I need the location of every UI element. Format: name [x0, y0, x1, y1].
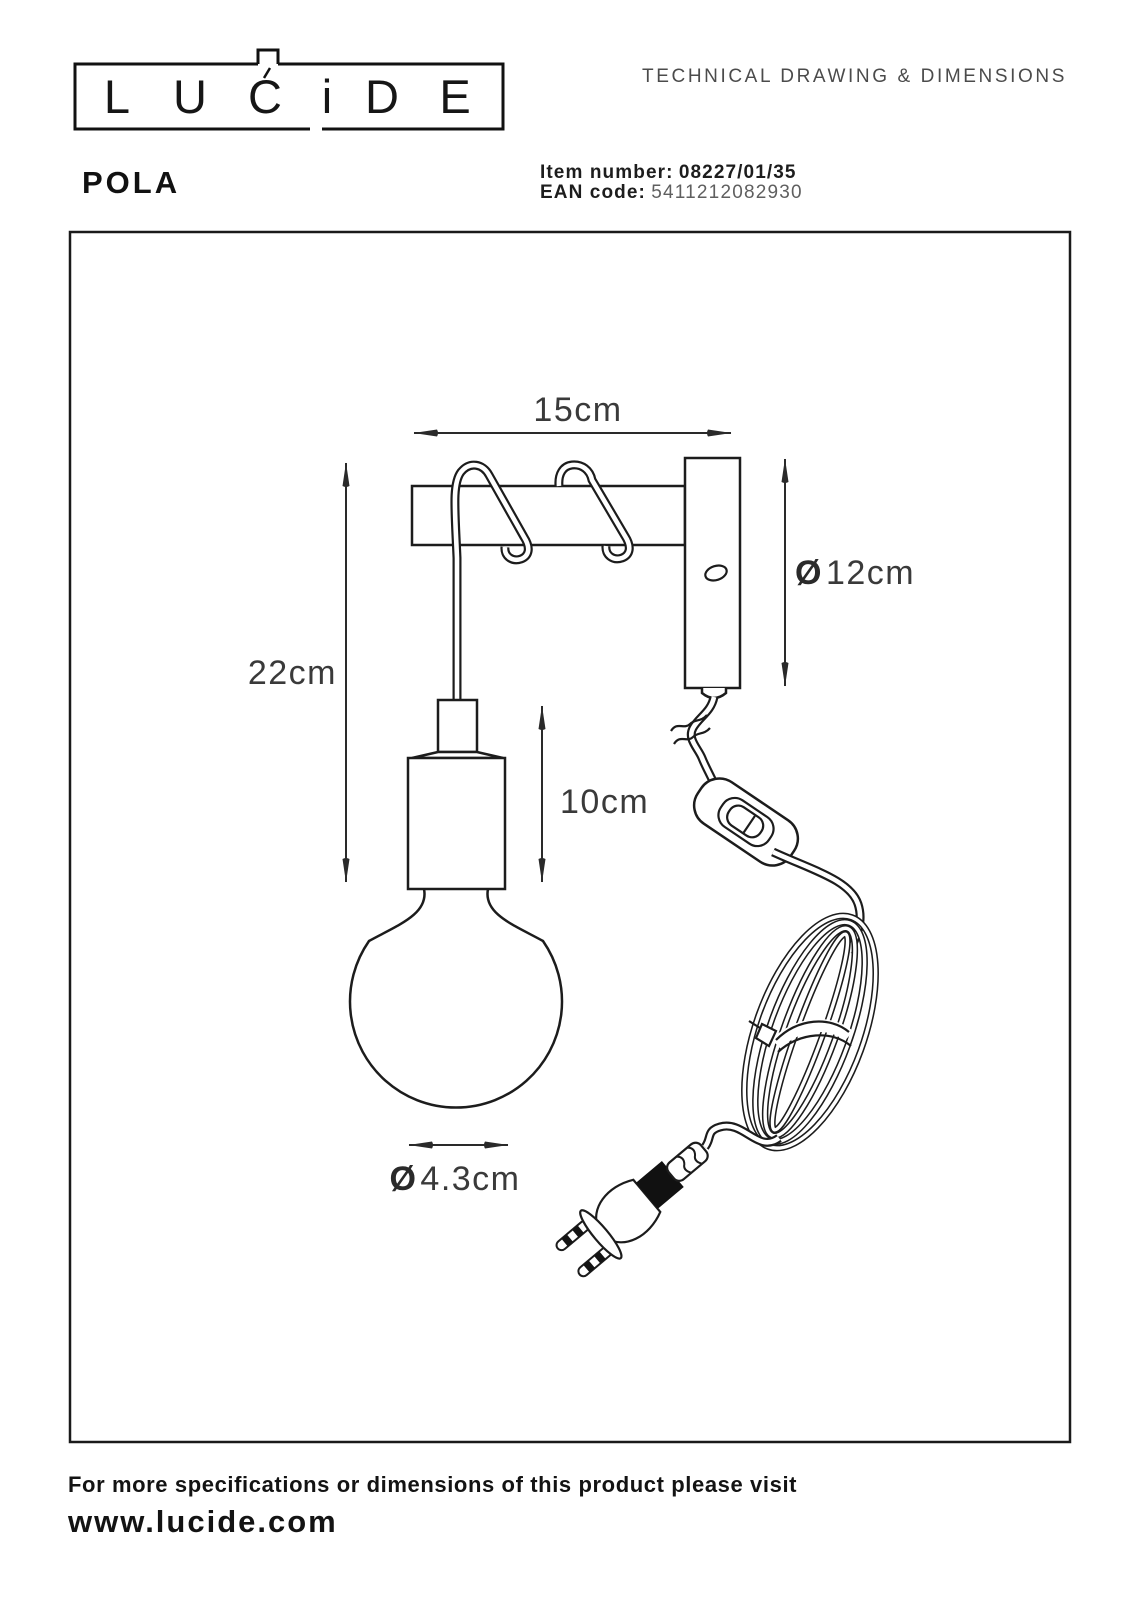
- socket-height-label: 10cm: [560, 783, 650, 821]
- bulb-glass: [350, 889, 562, 1108]
- height-label: 22cm: [247, 654, 337, 692]
- power-plug: [549, 1125, 724, 1286]
- ean-value: 5411212082930: [651, 182, 803, 203]
- socket-sleeve: [408, 758, 505, 889]
- cord-grommet: [702, 688, 726, 698]
- socket-cap: [438, 700, 477, 752]
- footer-website: www.lucide.com: [68, 1504, 338, 1539]
- item-number-row: [540, 163, 803, 183]
- page-title: TECHNICAL DRAWING & DIMENSIONS: [642, 66, 1067, 87]
- item-number-value: 08227/01/35: [678, 162, 797, 183]
- footer-note: For more specifications or dimensions of this product please visit: [68, 1472, 798, 1497]
- ean-label: EAN code:: [540, 182, 646, 203]
- ean-row: [540, 183, 803, 203]
- logo-letter: L: [103, 70, 131, 123]
- footer: [68, 1472, 797, 1540]
- arm-width-label: 15cm: [533, 391, 623, 429]
- logo-letter: E: [439, 70, 471, 123]
- logo-letter: D: [365, 70, 399, 123]
- bulb-diameter-label: Ø4.3cm: [389, 1160, 521, 1198]
- item-number-label: Item number:: [540, 162, 674, 183]
- brand-logo: [75, 50, 503, 129]
- logo-letter: C: [248, 70, 282, 123]
- logo-letter: i: [321, 70, 333, 123]
- product-meta: [540, 163, 803, 203]
- plate-diameter-label: Ø12cm: [795, 554, 916, 592]
- wall-mount-plate: [685, 458, 740, 688]
- logo-letter: U: [173, 70, 207, 123]
- product-name: POLA: [82, 165, 181, 200]
